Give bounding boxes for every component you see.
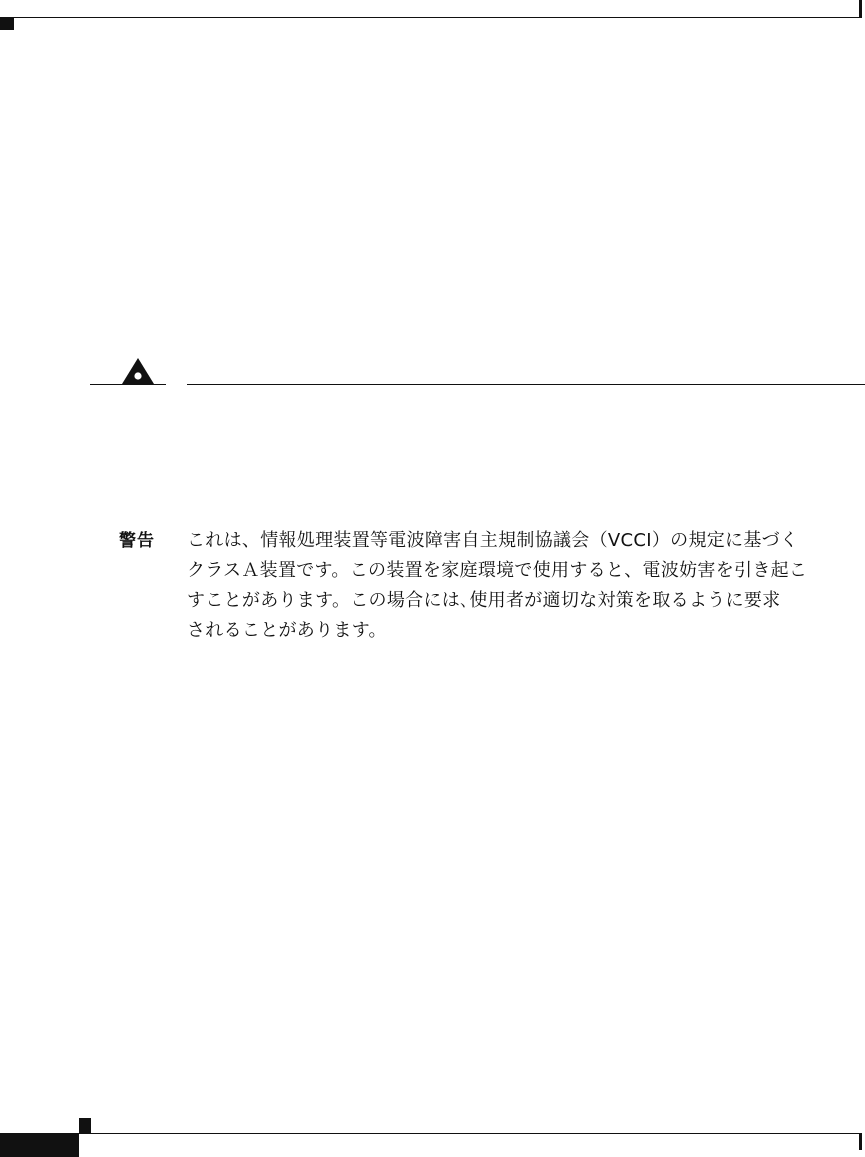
warning-line: クラスＡ装置です。この装置を家庭環境で使用すると、電波妨害を引き起こ <box>187 560 808 581</box>
bottom-rule-tick <box>859 1134 862 1150</box>
bottom-small-block <box>79 1118 91 1133</box>
top-page-rule <box>0 17 862 18</box>
top-rule-tick <box>859 0 862 17</box>
bottom-page-rule <box>79 1133 862 1134</box>
warning-rule-main <box>187 384 865 385</box>
top-corner-block <box>0 18 14 30</box>
warning-statement <box>187 526 839 646</box>
warning-line: これは、情報処理装置等電波障害自主規制協議会（VCCI）の規定に基づく <box>187 530 799 551</box>
warning-label: 警告 <box>119 531 155 551</box>
warning-triangle-icon <box>121 357 155 385</box>
bottom-corner-block <box>0 1133 79 1157</box>
warning-line: されることがあります。 <box>187 620 387 641</box>
warning-line: すことがあります。この場合には､使用者が適切な対策を取るように要求 <box>187 590 781 611</box>
